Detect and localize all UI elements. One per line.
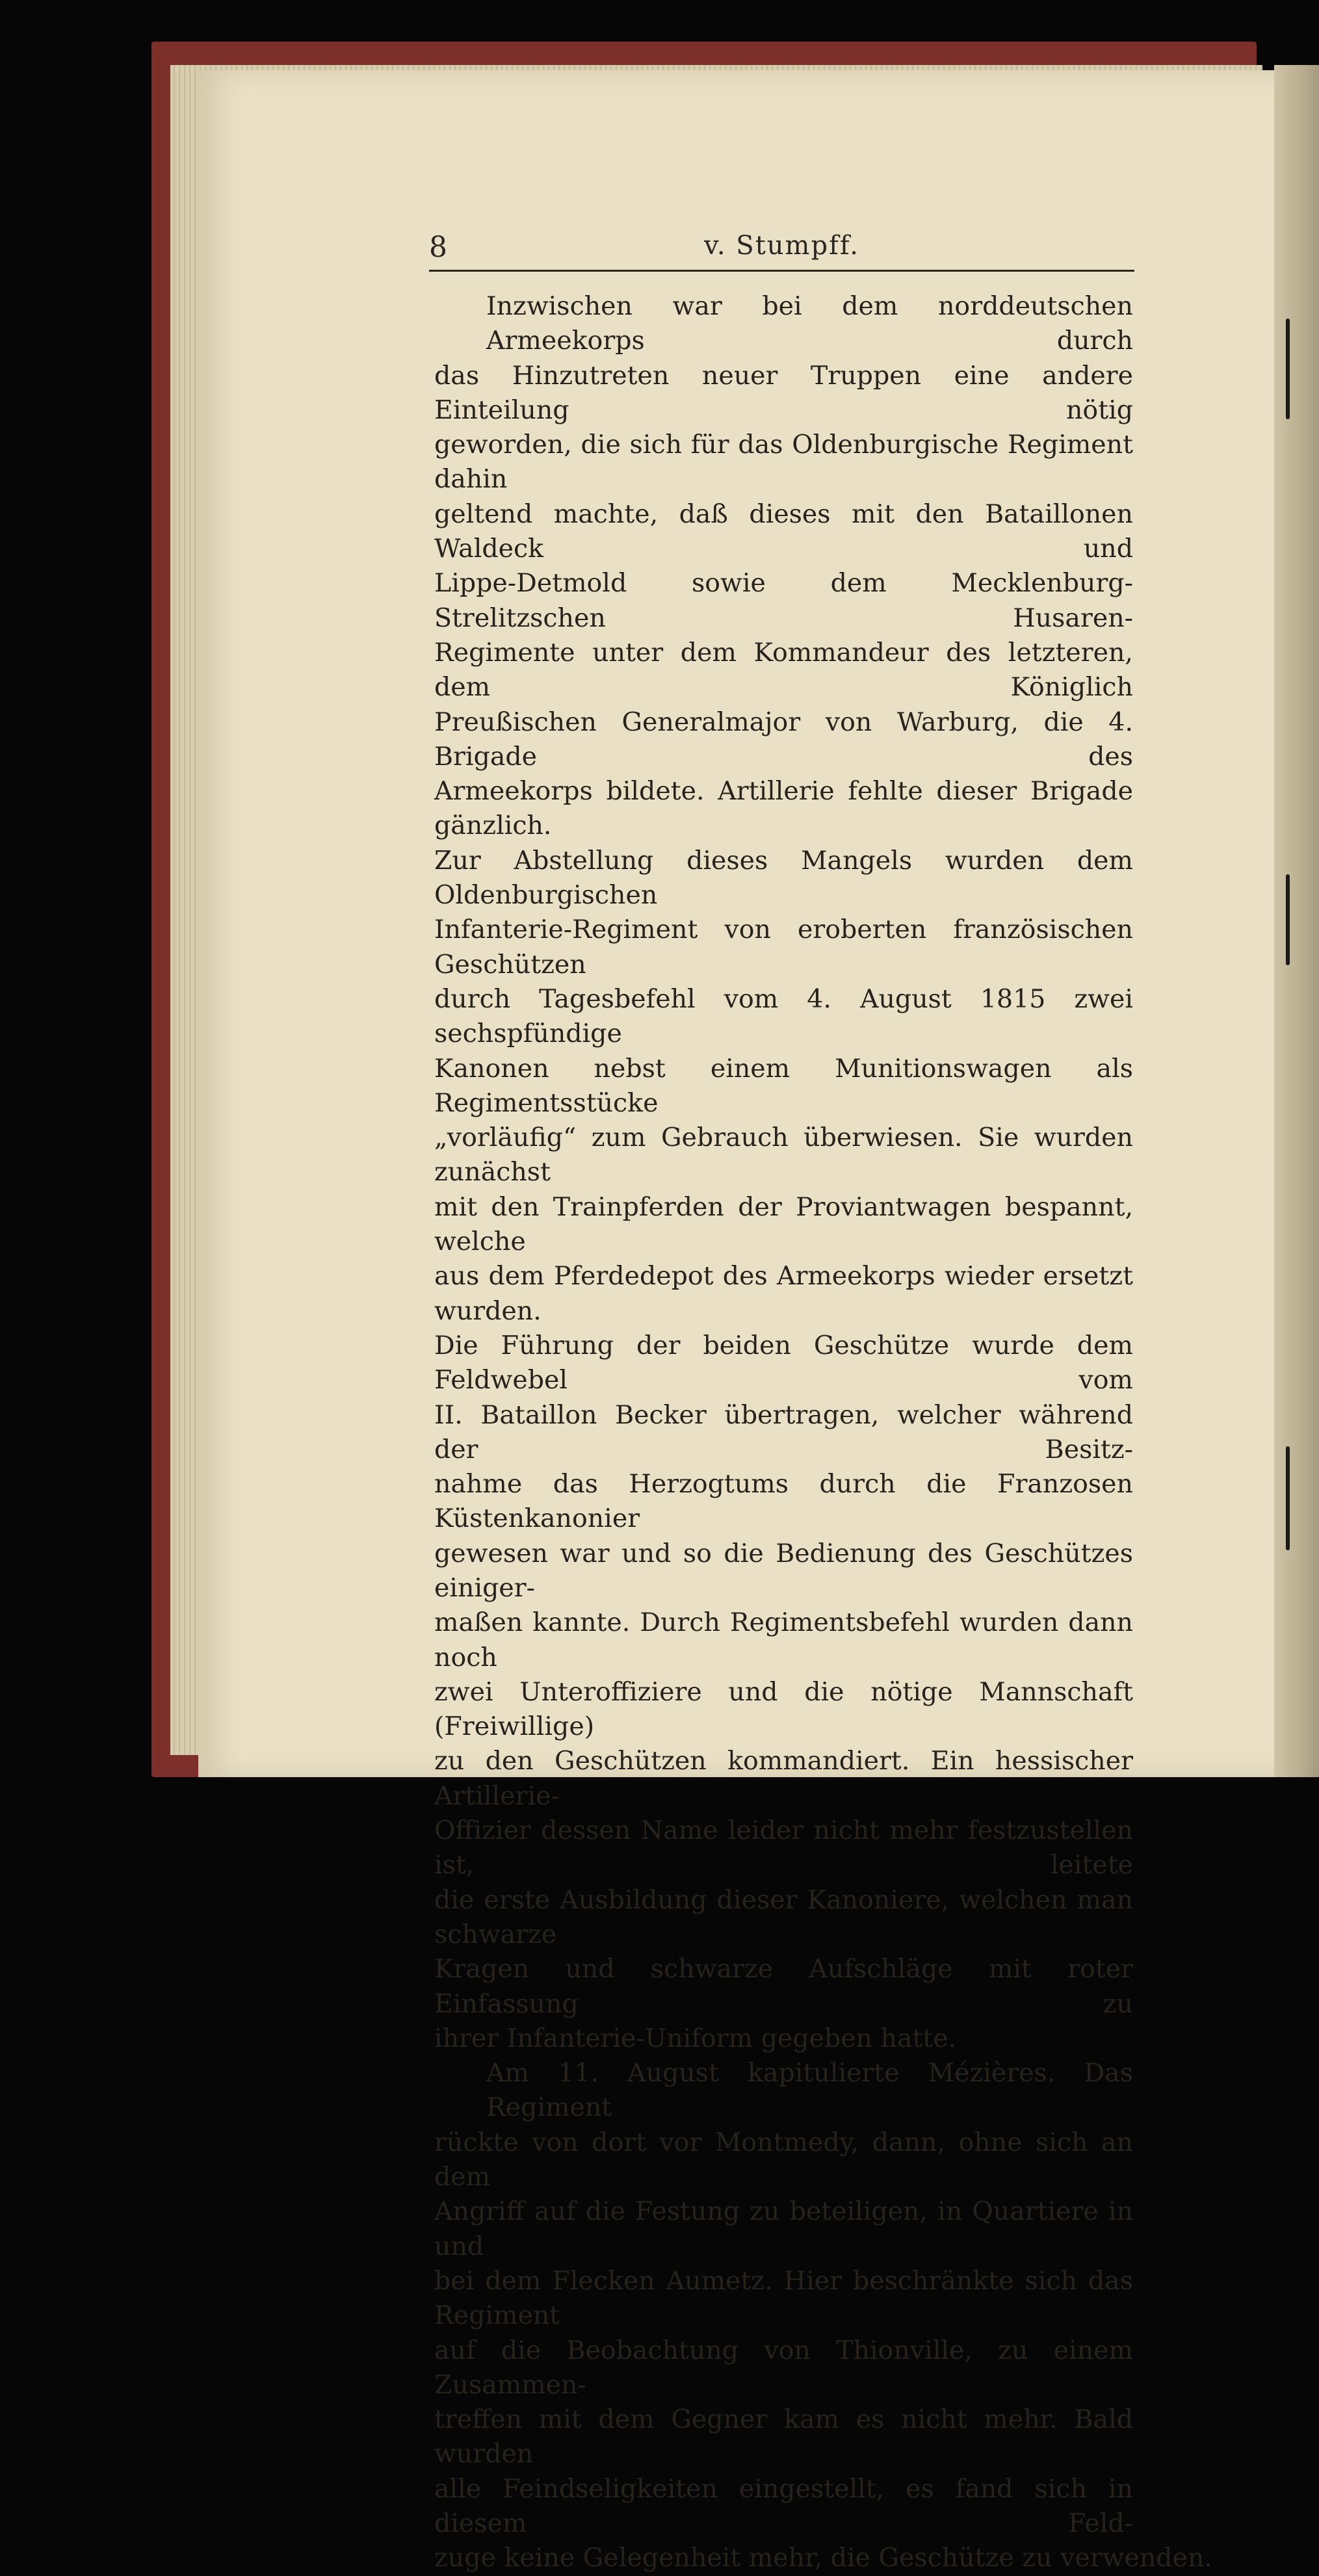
- text-line: zwei Unteroffiziere und die nötige Mannschaft (Freiwillige): [434, 1676, 1133, 1742]
- text-line: bei dem Flecken Aumetz. Hier beschränkte sich das Regiment: [434, 2265, 1133, 2331]
- running-head: v. Stumpff.: [704, 231, 859, 261]
- text-line: mit den Trainpferden der Proviantwagen bespannt, welche: [434, 1191, 1133, 1257]
- text-line: Offizier dessen Name leider nicht mehr festzustellen ist, leitete: [434, 1815, 1133, 1880]
- paragraph-1: [434, 289, 1133, 2056]
- text-line: Preußischen Generalmajor von Warburg, die 4. Brigade des: [434, 707, 1133, 772]
- text-line: zuge keine Gelegenheit mehr, die Geschütze zu verwenden.: [434, 2543, 1212, 2573]
- text-line: Kanonen nebst einem Munitionswagen als Regimentsstücke: [434, 1053, 1133, 1118]
- text-line: Inzwischen war bei dem norddeutschen Armeekorps durch: [486, 291, 1133, 356]
- text-line: aus dem Pferdedepot des Armeekorps wieder ersetzt wurden.: [434, 1261, 1133, 1326]
- binding-gutter: [1274, 65, 1319, 1777]
- text-line: Zur Abstellung dieses Mangels wurden dem Oldenburgischen: [434, 845, 1133, 911]
- binding-thread: [1286, 1446, 1290, 1550]
- text-line: Infanterie-Regiment von eroberten französischen Geschützen: [434, 915, 1133, 980]
- text-line: maßen kannte. Durch Regimentsbefehl wurden dann noch: [434, 1607, 1133, 1672]
- text-line: durch Tagesbefehl vom 4. August 1815 zwei sechspfündige: [434, 983, 1133, 1049]
- text-line: geltend machte, daß dieses mit den Bataillonen Waldeck und: [434, 499, 1133, 564]
- text-line: II. Bataillon Becker übertragen, welcher während der Besitz-: [434, 1399, 1133, 1464]
- page-number: 8: [429, 231, 447, 264]
- text-line: geworden, die sich für das Oldenburgische Regiment dahin: [434, 430, 1133, 495]
- text-line: Regimente unter dem Kommandeur des letzteren, dem Königlich: [434, 637, 1133, 703]
- text-line: Am 11. August kapitulierte Mézières. Das Regiment: [486, 2058, 1133, 2123]
- page-header: [429, 231, 1134, 272]
- text-line: ihrer Infanterie-Uniform gegeben hatte.: [434, 2023, 957, 2053]
- text-line: zu den Geschützen kommandiert. Ein hessischer Artillerie-: [434, 1746, 1133, 1811]
- text-line: die erste Ausbildung dieser Kanoniere, welchen man schwarze: [434, 1884, 1133, 1949]
- text-line: „vorläufig“ zum Gebrauch überwiesen. Sie wurden zunächst: [434, 1123, 1133, 1188]
- text-line: Lippe-Detmold sowie dem Mecklenburg-Strelitzschen Husaren-: [434, 568, 1133, 633]
- text-line: auf die Beobachtung von Thionville, zu einem Zusammen-: [434, 2335, 1133, 2400]
- text-line: Armeekorps bildete. Artillerie fehlte dieser Brigade gänzlich.: [434, 776, 1133, 841]
- text-line: das Hinzutreten neuer Truppen eine andere Einteilung nötig: [434, 360, 1133, 425]
- binding-thread: [1286, 319, 1290, 419]
- text-line: nahme das Herzogtums durch die Franzosen Küstenkanonier: [434, 1469, 1133, 1534]
- binding-thread: [1286, 874, 1290, 965]
- text-line: Kragen und schwarze Aufschläge mit roter Einfassung zu: [434, 1954, 1133, 2019]
- text-line: Angriff auf die Festung zu beteiligen, in Quartiere in und: [434, 2196, 1133, 2261]
- text-line: alle Feindseligkeiten eingestellt, es fand sich in diesem Feld-: [434, 2473, 1133, 2538]
- text-line: treffen mit dem Gegner kam es nicht mehr. Bald wurden: [434, 2404, 1133, 2469]
- text-line: Die Führung der beiden Geschütze wurde dem Feldwebel vom: [434, 1330, 1133, 1396]
- body-text: [434, 289, 1212, 2576]
- text-line: rückte von dort vor Montmedy, dann, ohne sich an dem: [434, 2127, 1133, 2192]
- text-line: gewesen war und so die Bedienung des Geschützes einiger-: [434, 1538, 1133, 1603]
- paragraph-2: [434, 2056, 1212, 2575]
